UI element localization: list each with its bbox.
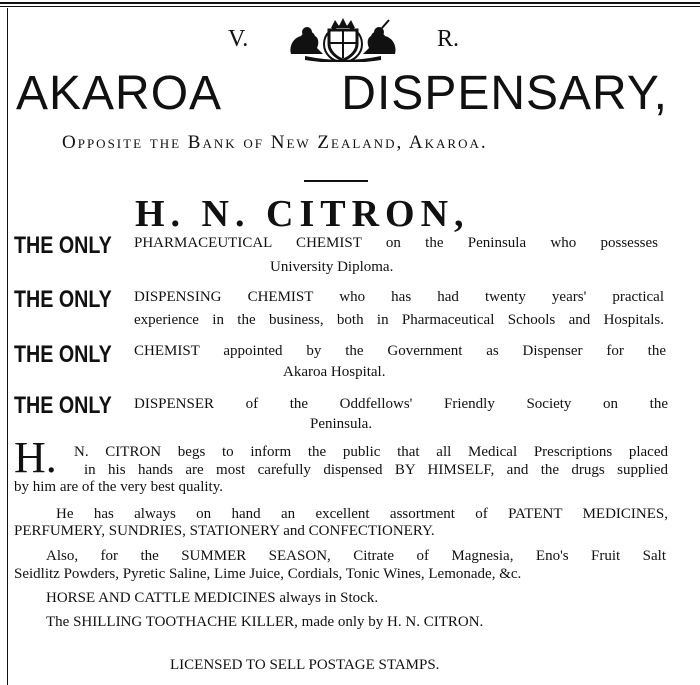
claim-1-prefix: THE ONLY <box>14 232 112 259</box>
claim-3-prefix: THE ONLY <box>14 341 112 368</box>
summer-line1: Also, for the SUMMER SEASON, Citrate of Magnesia, Eno's Fruit Salt <box>46 548 666 564</box>
claim-2-line2: experience in the business, both in Pharmaceutical Schools and Hospitals. <box>134 312 664 328</box>
notice-line1: N. CITRON begs to inform the public that all Medical Prescriptions placed <box>74 444 668 460</box>
proprietor-name: H. N. CITRON, <box>135 193 470 235</box>
claim-2-line1: DISPENSING CHEMIST who has had twenty years' practical <box>134 289 664 305</box>
royal-coat-of-arms-icon <box>283 18 403 62</box>
short-divider <box>304 180 368 182</box>
toothache-line: The SHILLING TOOTHACHE KILLER, made only by H. N. CITRON. <box>46 614 484 630</box>
claim-4-line2: Peninsula. <box>310 416 373 432</box>
stock-line2: PERFUMERY, SUNDRIES, STATIONERY and CONFECTIONERY. <box>14 523 435 539</box>
page-title <box>16 66 668 122</box>
claim-2-prefix: THE ONLY <box>14 286 112 313</box>
claim-3-line1: CHEMIST appointed by the Government as Dispenser for the <box>134 343 666 359</box>
claim-4-prefix: THE ONLY <box>14 392 112 419</box>
claim-4-line1: DISPENSER of the Oddfellows' Friendly Society on the <box>134 396 668 412</box>
title-word-dispensary: DISPENSARY, <box>341 67 668 120</box>
claim-3-line2: Akaroa Hospital. <box>283 364 386 380</box>
notice-line3: by him are of the very best quality. <box>14 479 223 495</box>
summer-line2: Seidlitz Powders, Pyretic Saline, Lime Juice, Cordials, Tonic Wines, Lemonade, &c. <box>14 566 522 582</box>
header-right-letter: R. <box>437 26 460 52</box>
horse-cattle-line: HORSE AND CATTLE MEDICINES always in Stock. <box>46 590 379 606</box>
claim-1-line2: University Diploma. <box>270 259 394 275</box>
notice-dropcap: H. <box>14 433 57 482</box>
header-left-letter: V. <box>228 26 249 52</box>
left-column-rule <box>7 8 8 685</box>
top-double-rule-outer <box>0 2 700 4</box>
licensed-line: LICENSED TO SELL POSTAGE STAMPS. <box>170 657 440 673</box>
stock-line1: He has always on hand an excellent assortment of PATENT MEDICINES, <box>56 506 668 522</box>
claim-1-line1: PHARMACEUTICAL CHEMIST on the Peninsula who possesses <box>134 235 658 251</box>
top-double-rule-inner <box>0 6 700 7</box>
address-subtitle: Opposite the Bank of New Zealand, Akaroa. <box>62 132 488 153</box>
title-word-akaroa: AKAROA <box>16 67 223 120</box>
notice-line2: in his hands are most carefully dispensed BY HIMSELF, and the drugs supplied <box>84 462 668 478</box>
